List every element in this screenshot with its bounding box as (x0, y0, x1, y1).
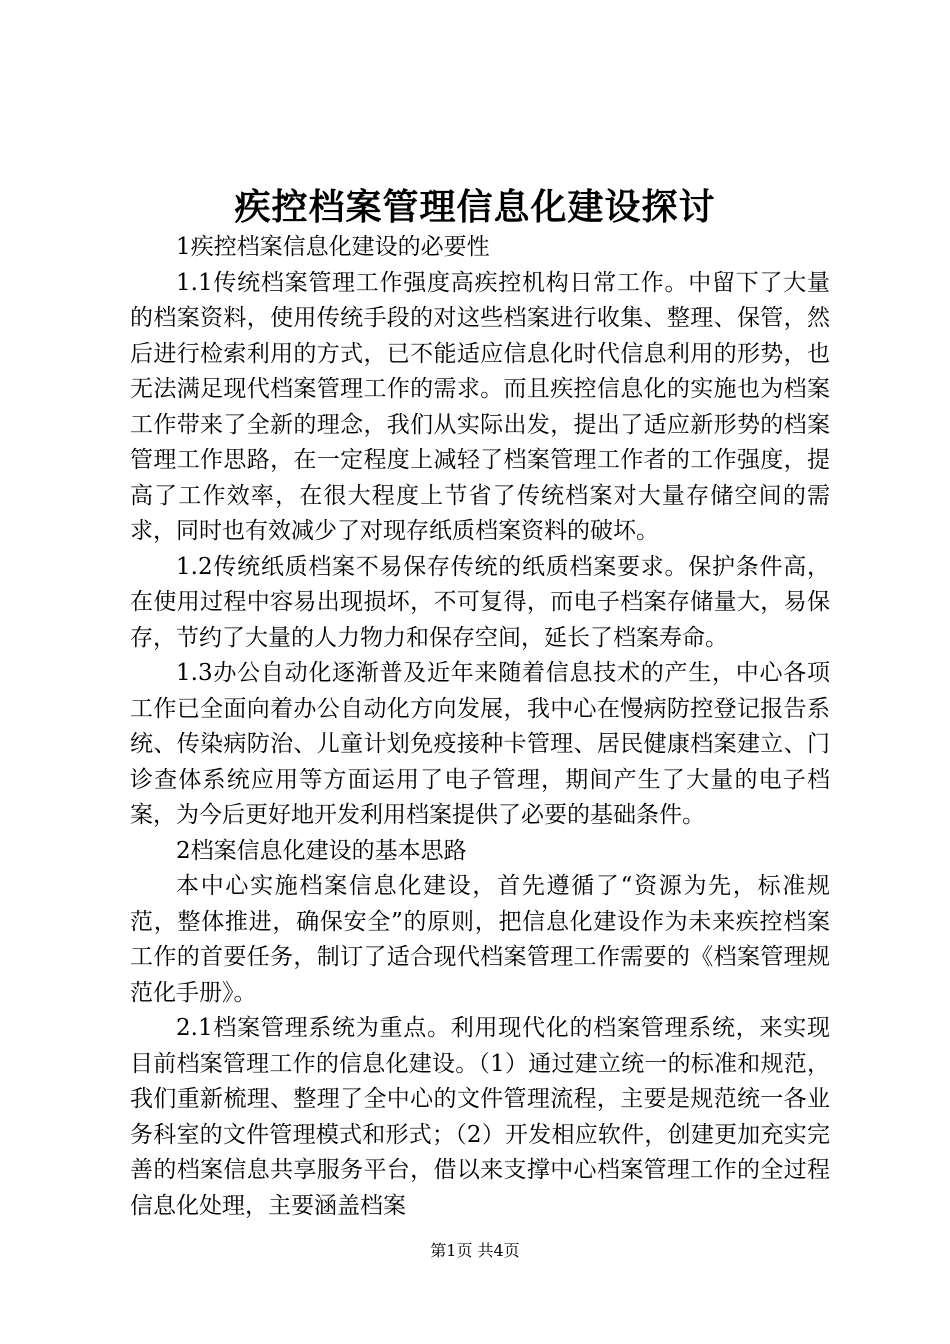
page-footer: 第1页 共4页 (430, 1241, 520, 1260)
section-heading-1: 1疾控档案信息化建设的必要性 (176, 234, 490, 260)
section-heading-2: 2档案信息化建设的基本思路 (176, 837, 467, 864)
paragraph-1-1: 1.1传统档案管理工作强度高疾控机构日常工作。中留下了大量的档案资料，使用传统手段的对这些档案进行收集、整理、保管，然后进行检索利用的方式，已不能适应信息化时代信息利用的形势，也无法满足现代档案管理工作的需求。而且疾控信息化的实施也为档案工作带来了全新的理念，我们从实际出发，提出了适应新形势的档案管理工作思路，在一定程度上减轻了档案管理工作者的工作强度，提高了工作效率，在很大程度上节省了传统档案对大量存储空间的需求，同时也有效减少了对现存纸质档案资料的破坏。 (130, 269, 830, 544)
paragraph-2-1: 2.1档案管理系统为重点。利用现代化的档案管理系统，来实现目前档案管理工作的信息化建设。（1）通过建立统一的标准和规范，我们重新梳理、整理了全中心的文件管理流程，主要是规范统一各业务科室的文件管理模式和形式；（2）开发相应软件，创建更加充实完善的档案信息共享服务平台，借以来支撑中心档案管理工作的全过程信息化处理，主要涵盖档案 (130, 1015, 830, 1219)
paragraph-1-2: 1.2传统纸质档案不易保存传统的纸质档案要求。保护条件高，在使用过程中容易出现损坏，不可复得，而电子档案存储量大，易保存，节约了大量的人力物力和保存空间，延长了档案寿命。 (130, 553, 830, 651)
document-title: 疾控档案管理信息化建设探讨 (234, 186, 716, 228)
document-body (130, 230, 830, 1224)
paragraph-1-3: 1.3办公自动化逐渐普及近年来随着信息技术的产生，中心各项工作已全面向着办公自动化方向发展，我中心在慢病防控登记报告系统、传染病防治、儿童计划免疫接种卡管理、居民健康档案建立、门诊查体系统应用等方面运用了电子管理，期间产生了大量的电子档案，为今后更好地开发利用档案提供了必要的基础条件。 (130, 660, 830, 828)
paragraph-2-intro: 本中心实施档案信息化建设，首先遵循了“资源为先，标准规范，整体推进，确保安全”的原则，把信息化建设作为未来疾控档案工作的首要任务，制订了适合现代档案管理工作需要的《档案管理规范化手册》。 (130, 873, 830, 1006)
